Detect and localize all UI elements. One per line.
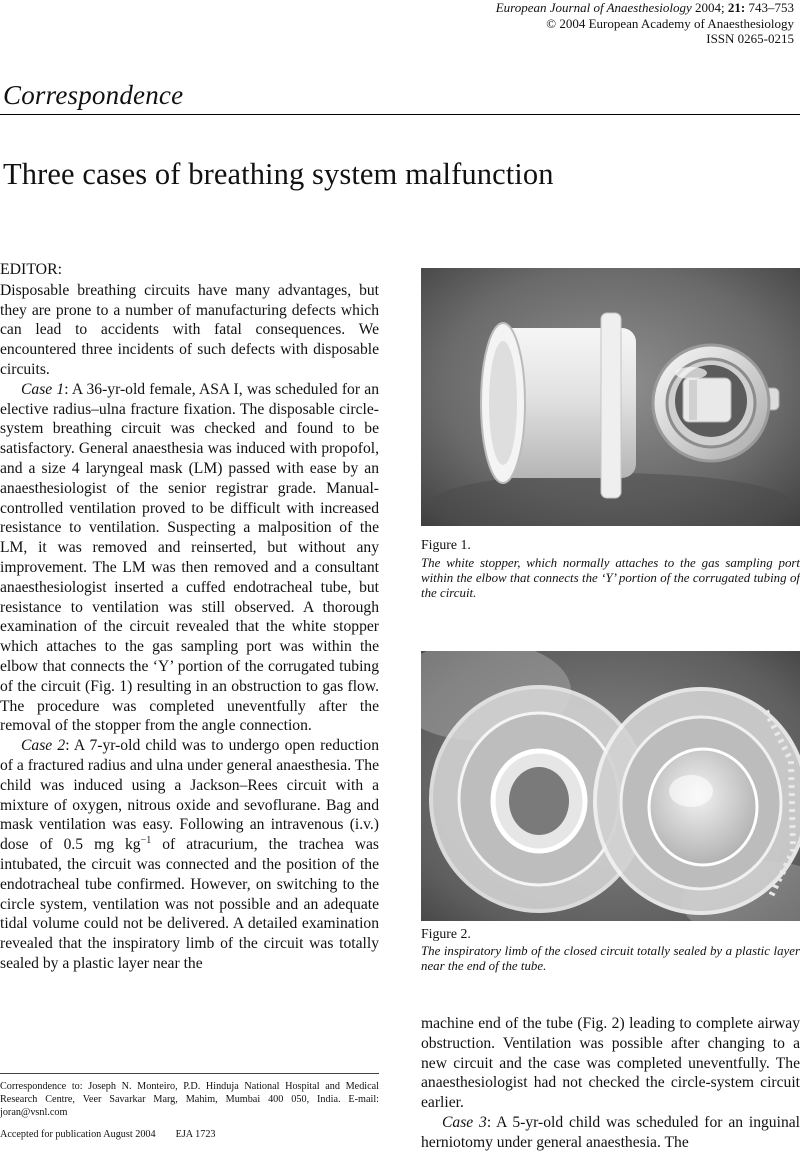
figure2-label: Figure 2. xyxy=(421,926,471,941)
journal-header xyxy=(496,0,794,47)
case3-label: Case 3 xyxy=(442,1113,487,1131)
journal-citation xyxy=(496,0,794,16)
correspondence-footnote: Correspondence to: Joseph N. Monteiro, P.D. Hinduja National Hospital and Medical Research Centre, Veer Savarkar Marg, Mahim, Mumbai 400 050, India. E-mail: joran@vsnl.com xyxy=(0,1081,379,1119)
case2-label: Case 2 xyxy=(21,737,66,755)
accepted-line xyxy=(0,1129,216,1140)
section-title: Correspondence xyxy=(3,80,184,110)
case2-text-b: of atracurium, the trachea was intubated, the circuit was connected and the position of the endotracheal tube confirmed. However, on switching to the circle system, ventilation was not possible and an adequate tidal volume could not be delivered. A detailed examination revealed that the inspiratory limb of the circuit was totally sealed by a plastic layer near the xyxy=(0,836,379,972)
case1-label: Case 1 xyxy=(21,380,65,398)
continuation-paragraph: machine end of the tube (Fig. 2) leading to complete airway obstruction. Ventilation was possible after changing to a new circuit and the case was completed uneventfully. The anaesthesiologist had not checked the circle-system circuit earlier. xyxy=(421,1015,800,1112)
case1-paragraph xyxy=(0,380,379,736)
intro-paragraph: Disposable breathing circuits have many advantages, but they are prone to a number of manufacturing defects which can lead to accidents with fatal consequences. We encountered three incidents of such defects with disposable circuits. xyxy=(0,281,379,378)
left-column xyxy=(0,260,379,974)
journal-name: European Journal of Anaesthesiology xyxy=(495,0,692,15)
copyright-line: © 2004 European Academy of Anaesthesiology xyxy=(546,15,794,31)
case1-text: : A 36-yr-old female, ASA I, was scheduled for an elective radius–ulna fracture fixation. The disposable circle-system breathing circuit was checked and found to be satisfactory. General anaesthesia was induced with propofol, and a size 4 laryngeal mask (LM) passed with ease by an anaesthesiologist of the senior registrar grade. Manual-controlled ventilation proved to be difficult with increased resistance to ventilation. Suspecting a malposition of the LM, it was removed and reinserted, but without any improvement. The LM was then removed and a consultant anaesthesiologist inserted a cuffed endotracheal tube, but resistance to ventilation was still observed. A thorough examination of the circuit revealed that the white stopper which attaches to the gas sampling port was within the elbow that connects the ‘Y’ portion of the corrugated tubing of the circuit (Fig. 1) resulting in an obstruction to gas flow. The procedure was completed uneventfully after the removal of the stopper from the angle connection. xyxy=(0,380,379,735)
section-rule xyxy=(0,114,800,115)
case2-paragraph xyxy=(0,736,379,974)
journal-year: 2004; xyxy=(695,0,725,15)
figure1-photo xyxy=(421,268,800,526)
case3-text: : A 5-yr-old child was scheduled for an inguinal herniotomy under general anaesthesia. The xyxy=(421,1113,800,1151)
case3-paragraph xyxy=(421,1113,800,1153)
eja-reference: EJA 1723 xyxy=(175,1129,216,1140)
case2-superscript: −1 xyxy=(140,834,152,846)
issn-line: ISSN 0265-0215 xyxy=(706,31,794,46)
figure1-label: Figure 1. xyxy=(421,537,471,552)
accepted-date: Accepted for publication August 2004 xyxy=(0,1129,156,1140)
journal-pages: 743–753 xyxy=(748,0,794,15)
editor-salutation: EDITOR: xyxy=(0,261,63,278)
figure2-caption: The inspiratory limb of the closed circuit totally sealed by a plastic layer near the end of the tube. xyxy=(421,944,800,974)
figure1-image xyxy=(421,268,800,526)
figure2-image xyxy=(421,651,800,921)
footnote-rule xyxy=(0,1073,379,1074)
figure2-photo xyxy=(421,651,800,921)
article-title: Three cases of breathing system malfunction xyxy=(3,157,554,191)
right-column xyxy=(421,1014,800,1153)
figure1-caption: The white stopper, which normally attaches to the gas sampling port within the elbow that connects the ‘Y’ portion of the corrugated tubing of the circuit. xyxy=(421,556,800,601)
case2-text-a: : A 7-yr-old child was to undergo open reduction of a fractured radius and ulna under general anaesthesia. The child was induced using a Jackson–Rees circuit with a mixture of oxygen, nitrous oxide and sevoflurane. Bag and mask ventilation was easy. Following an intravenous (i.v.) dose of 0.5 mg kg xyxy=(0,737,379,854)
journal-volume: 21: xyxy=(727,0,746,15)
